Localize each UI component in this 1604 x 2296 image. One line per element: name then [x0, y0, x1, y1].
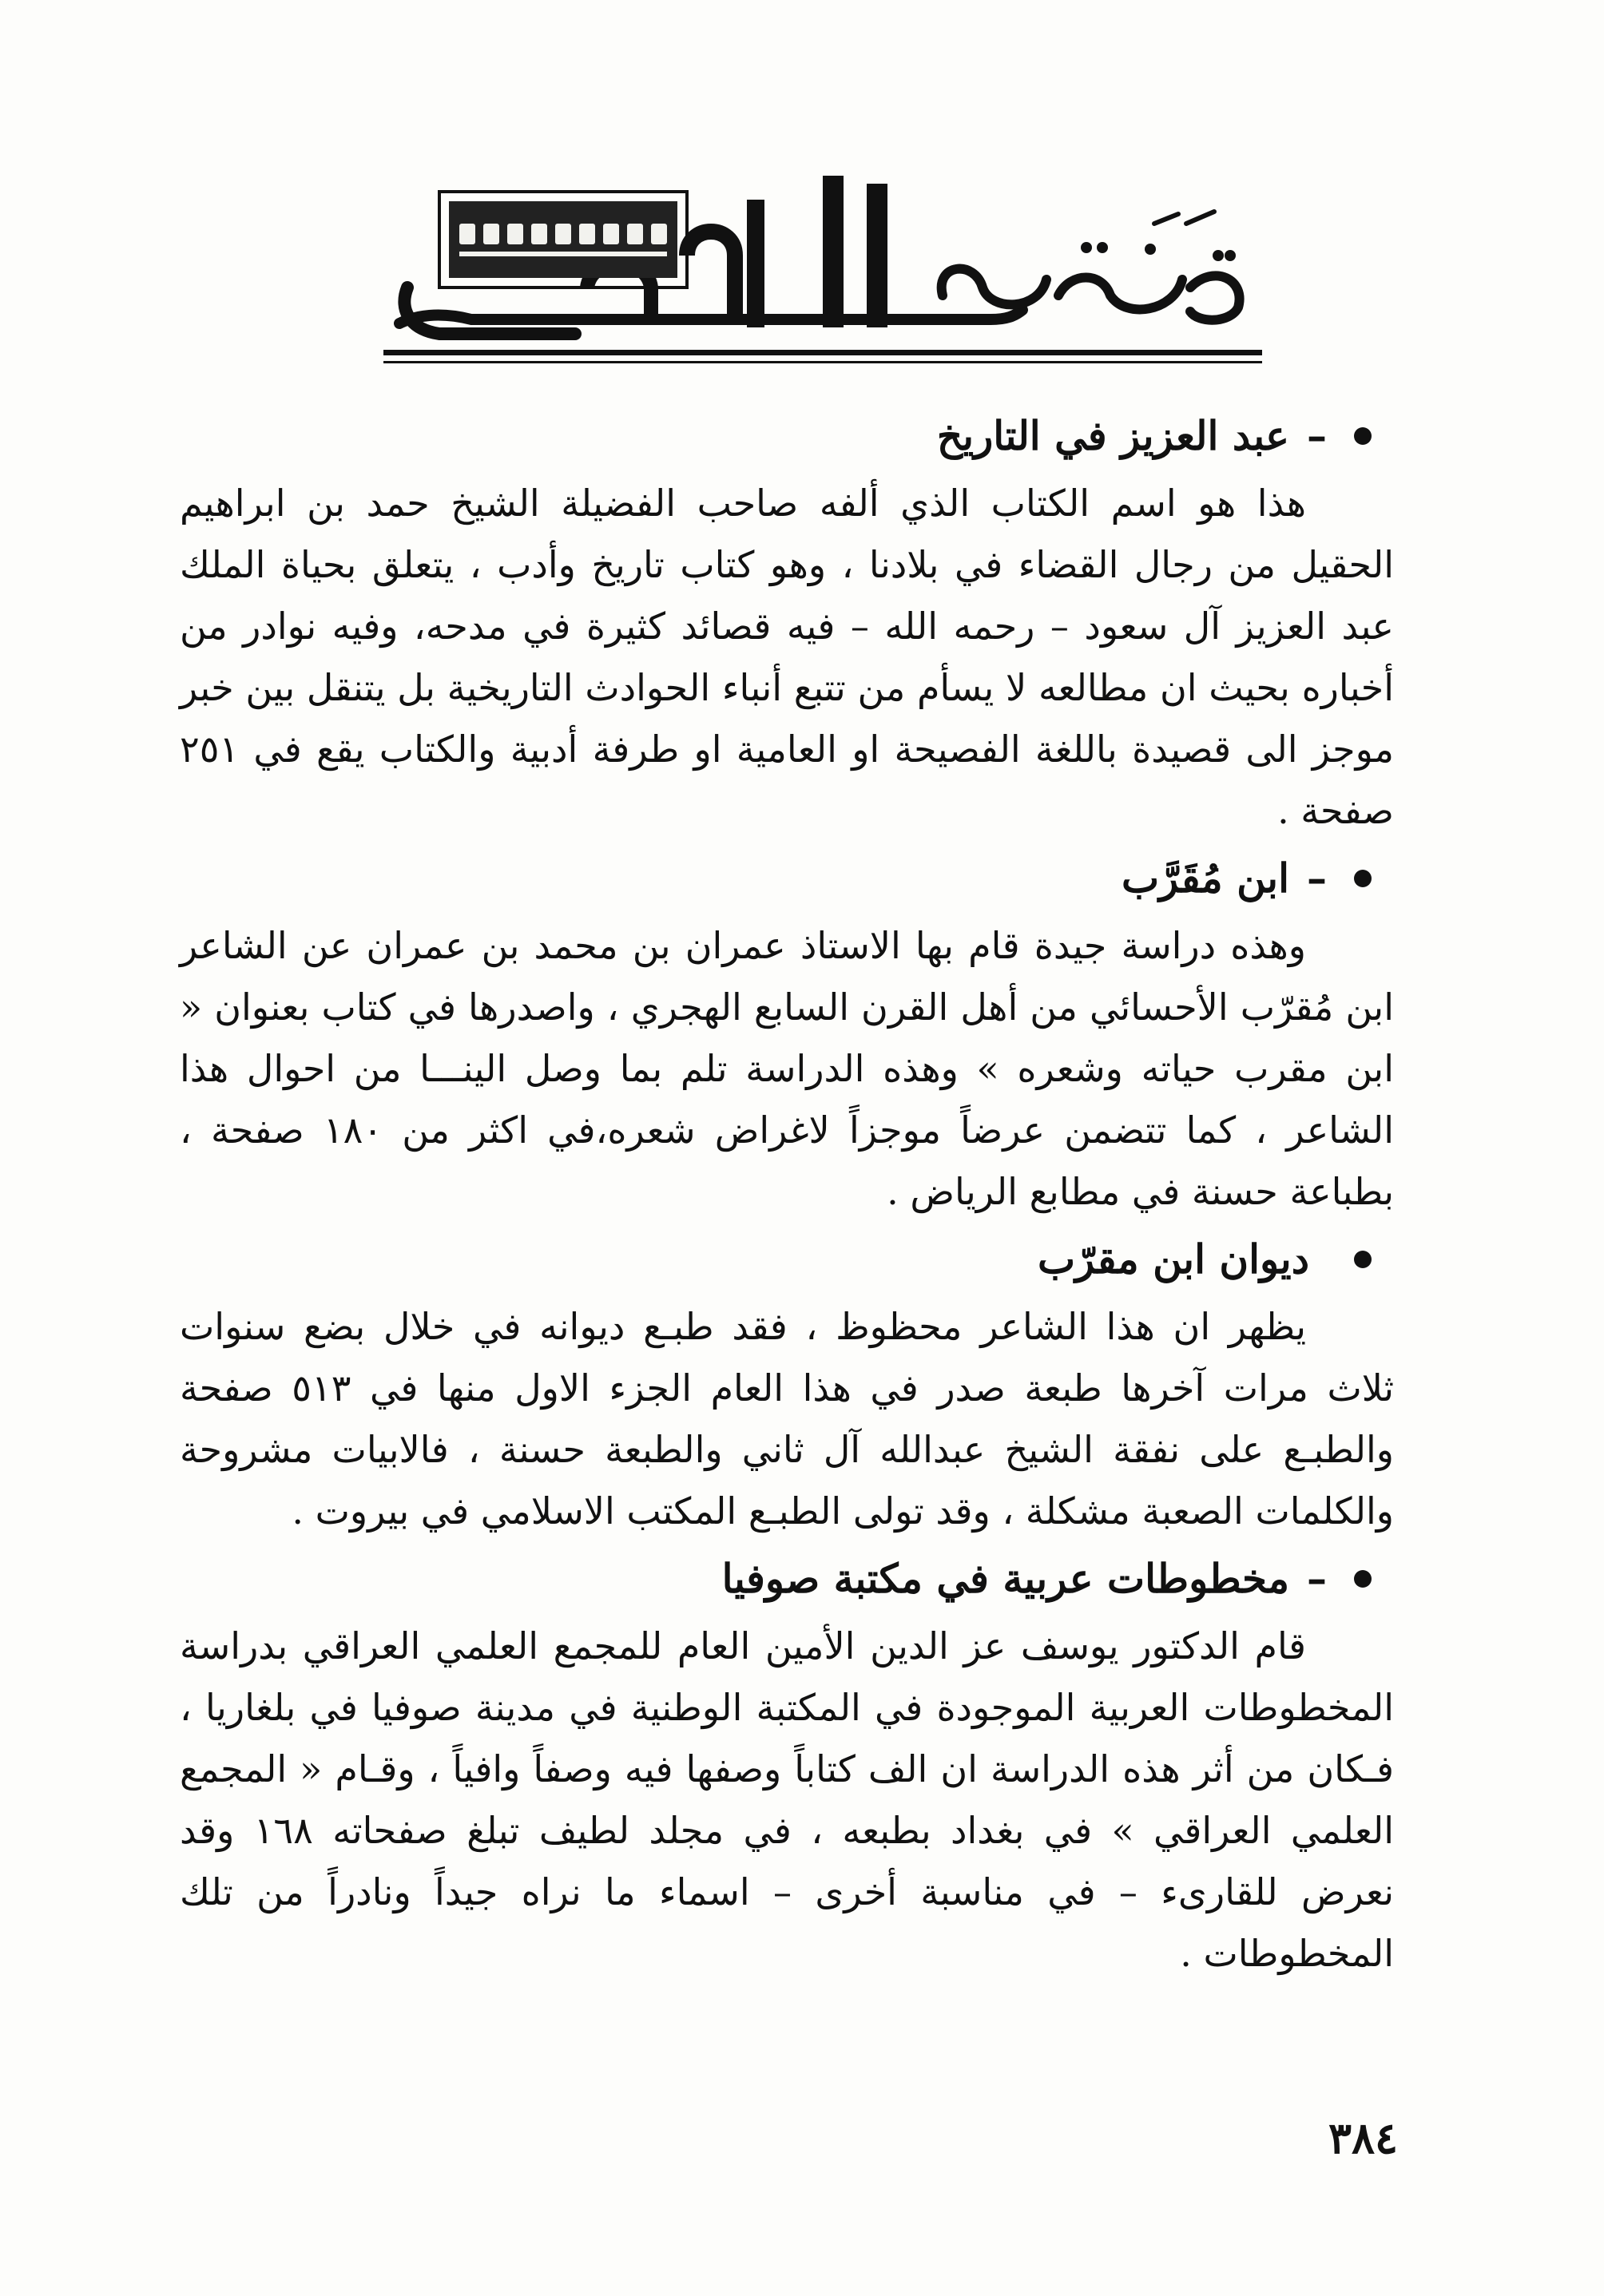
heading-dash: – — [1307, 855, 1327, 902]
article-title: ابن مُقَرَّب — [1121, 855, 1289, 902]
bullet-dot-icon — [1354, 427, 1372, 445]
masthead-title — [383, 160, 1262, 161]
page-number: ٣٨٤ — [1328, 2112, 1398, 2163]
heading-dash: – — [1307, 1555, 1327, 1602]
article-heading — [180, 399, 1394, 473]
article-title: عبد العزيز في التاريخ — [936, 412, 1289, 459]
bullet-dot-icon — [1354, 1570, 1372, 1588]
article-heading — [180, 1542, 1394, 1616]
masthead — [383, 160, 1262, 375]
bullet-dot-icon — [1354, 1251, 1372, 1268]
article-heading — [180, 842, 1394, 915]
article-body: هذا هو اسم الكتاب الذي ألفه صاحب الفضيلة الشيخ حمد بن ابراهيم الحقيل من رجال القضاء في بلادنا ، وهو كتاب تاريخ وأدب ، يتعلق بحياة الملك عبد العزيز آل سعود – رحمه الله – فيه قصائد كثيرة في مدحه، وفيه نوادر من أخباره بحيث ان مطالعه لا يسأم من تتبع أنباء الحوادث التاريخية بل يتنقل بين خبر موجز الى قصيدة باللغة الفصيحة او العامية او طرفة أدبية والكتاب يقع في ٢٥١ صفحة . — [180, 482, 1394, 832]
masthead-rule-thin — [383, 361, 1262, 363]
heading-dash: – — [1307, 412, 1327, 459]
article-list — [180, 399, 1394, 1985]
article-heading — [180, 1223, 1394, 1296]
masthead-logo-icon — [383, 160, 1262, 359]
article-section — [180, 842, 1394, 1223]
article-body: قام الدكتور يوسف عز الدين الأمين العام للمجمع العلمي العراقي بدراسة المخطوطات العربية الموجودة في المكتبة الوطنية في مدينة صوفيا في بلغاريا ، فـكان من أثر هذه الدراسة ان الف كتاباً وصفها فيه وصفاً وافياً ، وقـام « المجمع العلمي العراقي » في بغداد بطبعه ، في مجلد لطيف تبلغ صفحاته ١٦٨ وقد نعرض للقارىء – في مناسبة أخرى – اسماء ما نراه جيداً ونادراً من تلك المخطوطات . — [180, 1624, 1394, 1975]
article-title: مخطوطات عربية في مكتبة صوفيا — [721, 1555, 1289, 1602]
article-section — [180, 399, 1394, 842]
article-section — [180, 1223, 1394, 1542]
bullet-dot-icon — [1354, 870, 1372, 887]
article-body: يظهر ان هذا الشاعر محظوظ ، فقد طبـع ديوانه في خلال بضع سنوات ثلاث مرات آخرها طبعة صدر في هذا العام الجزء الاول منها في ٥١٣ صفحة والطبـع على نفقة الشيخ عبدالله آل ثاني والطبعة حسنة ، فالابيات مشروحة والكلمات الصعبة مشكلة ، وقد تولى الطبـع المكتب الاسلامي في بيروت . — [180, 1305, 1394, 1533]
masthead-rule-thick — [383, 350, 1262, 355]
article-section — [180, 1542, 1394, 1985]
article-title: ديوان ابن مقرّب — [1037, 1235, 1309, 1283]
article-body: وهذه دراسة جيدة قام بها الاستاذ عمران بن محمد بن عمران عن الشاعر ابن مُقرّب الأحسائي من أهل القرن السابع الهجري ، واصدرها في كتاب بعنوان « ابن مقرب حياته وشعره » وهذه الدراسة تلم بما وصل الينـــا من احوال هذا الشاعر ، كما تتضمن عرضاً موجزاً لاغراض شعره،في اكثر من ١٨٠ صفحة ، بطباعة حسنة في مطابع الرياض . — [180, 924, 1394, 1213]
